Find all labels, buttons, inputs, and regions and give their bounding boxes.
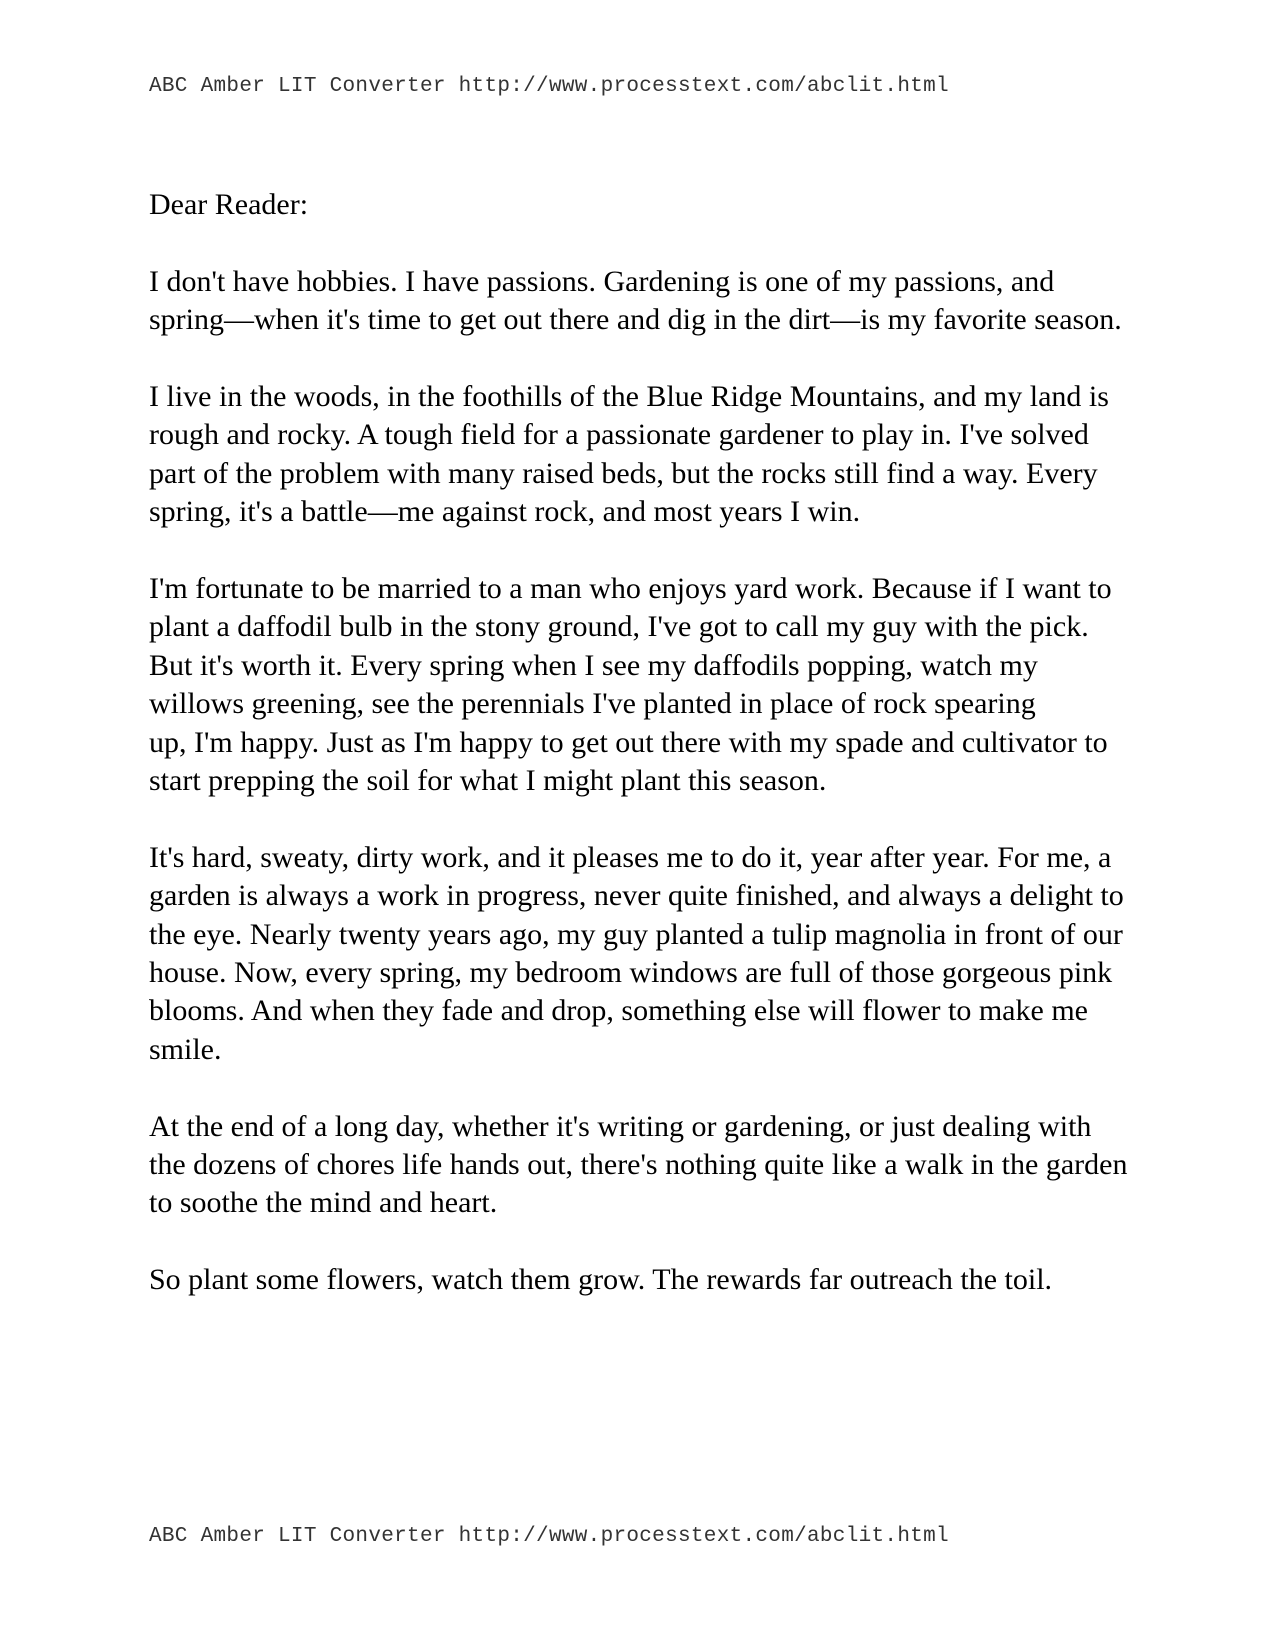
converter-header: ABC Amber LIT Converter http://www.processtext.com/abclit.html [149,75,949,98]
paragraph-woods: I live in the woods, in the foothills of the Blue Ridge Mountains, and my land is rough and rocky. A tough field for a passionate gardener to play in. I've solved part of the problem with many raised beds, but the rocks still find a way. Every spring, it's a battle—me against rock, and most years I win. [149,380,1109,529]
paragraph-end-of-day: At the end of a long day, whether it's writing or gardening, or just dealing with the dozens of chores life hands out, there's nothing quite like a walk in the garden to soothe the mind and heart. [149,1109,1128,1220]
paragraph-happy: up, I'm happy. Just as I'm happy to get out there with my spade and cultivator to start prepping the soil for what I might plant this season. [149,725,1108,798]
paragraph-passions: I don't have hobbies. I have passions. Gardening is one of my passions, and spring—when it's time to get out there and dig in the dirt—is my favorite season. [149,264,1122,337]
letter-body [149,186,1129,1338]
salutation: Dear Reader: [149,188,309,221]
converter-footer: ABC Amber LIT Converter http://www.processtext.com/abclit.html [149,1525,949,1548]
paragraph-hard-work: It's hard, sweaty, dirty work, and it pleases me to do it, year after year. For me, a garden is always a work in progress, never quite finished, and always a delight to the eye. Nearly twenty years ago, my guy planted a tulip magnolia in front of our house. Now, every spring, my bedroom windows are full of those gorgeous pink blooms. And when they fade and drop, something else will flower to make me smile. [149,840,1124,1066]
paragraph-married: I'm fortunate to be married to a man who enjoys yard work. Because if I want to plant a daffodil bulb in the stony ground, I've got to call my guy with the pick. But it's worth it. Every spring when I see my daffodils popping, watch my willows greening, see the perennials I've planted in place of rock spearing [149,572,1112,721]
paragraph-plant-flowers: So plant some flowers, watch them grow. The rewards far outreach the toil. [149,1263,1053,1297]
